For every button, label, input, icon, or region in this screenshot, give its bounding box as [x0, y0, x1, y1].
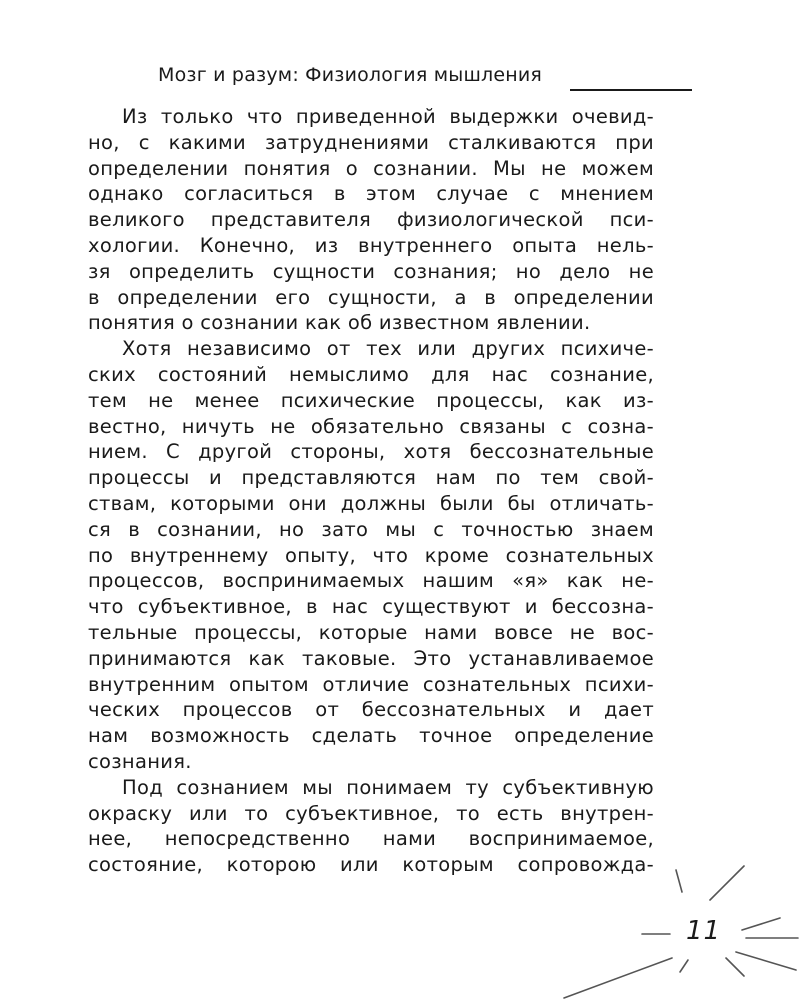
page-number-area	[560, 860, 800, 1000]
text-line: хологии. Конечно, из внутреннего опыта нель-	[88, 233, 654, 257]
text-line: однако согласиться в этом случае с мнением	[88, 182, 654, 206]
running-head-title: Мозг и разум: Физиология мышления	[158, 64, 543, 86]
text-line: ских состояний немыслимо для нас сознание,	[88, 362, 654, 386]
text-line: Хотя независимо от тех или других психиче-	[122, 337, 654, 361]
burst-ray	[564, 958, 672, 998]
text-line: нием. С другой стороны, хотя бессознательные	[88, 440, 654, 464]
text-line: тельные процессы, которые нами вовсе не вос-	[88, 620, 654, 644]
burst-decoration-icon	[560, 860, 800, 1000]
text-line: сознания.	[88, 749, 192, 773]
text-line: Под сознанием мы понимаем ту субъективную	[122, 775, 654, 799]
text-line: Из только что приведенной выдержки очевид-	[122, 105, 654, 128]
text-line: определении понятия о сознании. Мы не можем	[88, 156, 654, 180]
text-line: что субъективное, в нас существуют и бессозна-	[88, 595, 654, 619]
text-line: по внутреннему опыту, что кроме сознательных	[88, 543, 654, 567]
text-line: окраску или то субъективное, то есть внутрен-	[88, 801, 654, 825]
text-line: процессы и представляются нам по тем свой-	[88, 466, 654, 490]
text-line: тем не менее психические процессы, как из-	[88, 388, 654, 412]
text-line: в определении его сущности, а в определении	[88, 285, 654, 309]
text-line: вестно, ничуть не обязательно связаны с созна-	[88, 414, 654, 438]
running-head-rule	[570, 89, 692, 91]
burst-ray	[742, 918, 780, 930]
text-line: великого представителя физиологической пси-	[88, 208, 654, 232]
text-line: состояние, которою или которым сопровожда-	[88, 853, 654, 877]
text-line: ся в сознании, но зато мы с точностью знаем	[88, 517, 654, 541]
body-text	[88, 104, 654, 878]
text-line: внутренним опытом отличие сознательных психи-	[88, 672, 654, 696]
text-line: ствам, которыми они должны были бы отличать-	[88, 491, 654, 515]
text-line: но, с какими затруднениями сталкиваются при	[88, 130, 654, 154]
text-line: зя определить сущности сознания; но дело не	[88, 259, 654, 283]
burst-ray	[726, 958, 744, 976]
text-line: нам возможность сделать точное определение	[88, 724, 654, 748]
text-line: принимаются как таковые. Это устанавливаемое	[88, 646, 654, 670]
text-line: нее, непосредственно нами воспринимаемое,	[88, 827, 654, 851]
page-number: 11	[686, 916, 722, 946]
burst-ray	[710, 866, 744, 900]
burst-ray	[736, 952, 796, 970]
text-line: ческих процессов от бессознательных и дает	[88, 698, 654, 722]
paragraph-1	[88, 104, 654, 336]
paragraph-2	[88, 336, 654, 775]
text-line: процессов, воспринимаемых нашим «я» как не-	[88, 569, 654, 593]
burst-ray	[680, 960, 688, 972]
burst-ray	[676, 870, 682, 892]
text-line: понятия о сознании как об известном явлении.	[88, 311, 591, 335]
running-head	[0, 62, 800, 92]
